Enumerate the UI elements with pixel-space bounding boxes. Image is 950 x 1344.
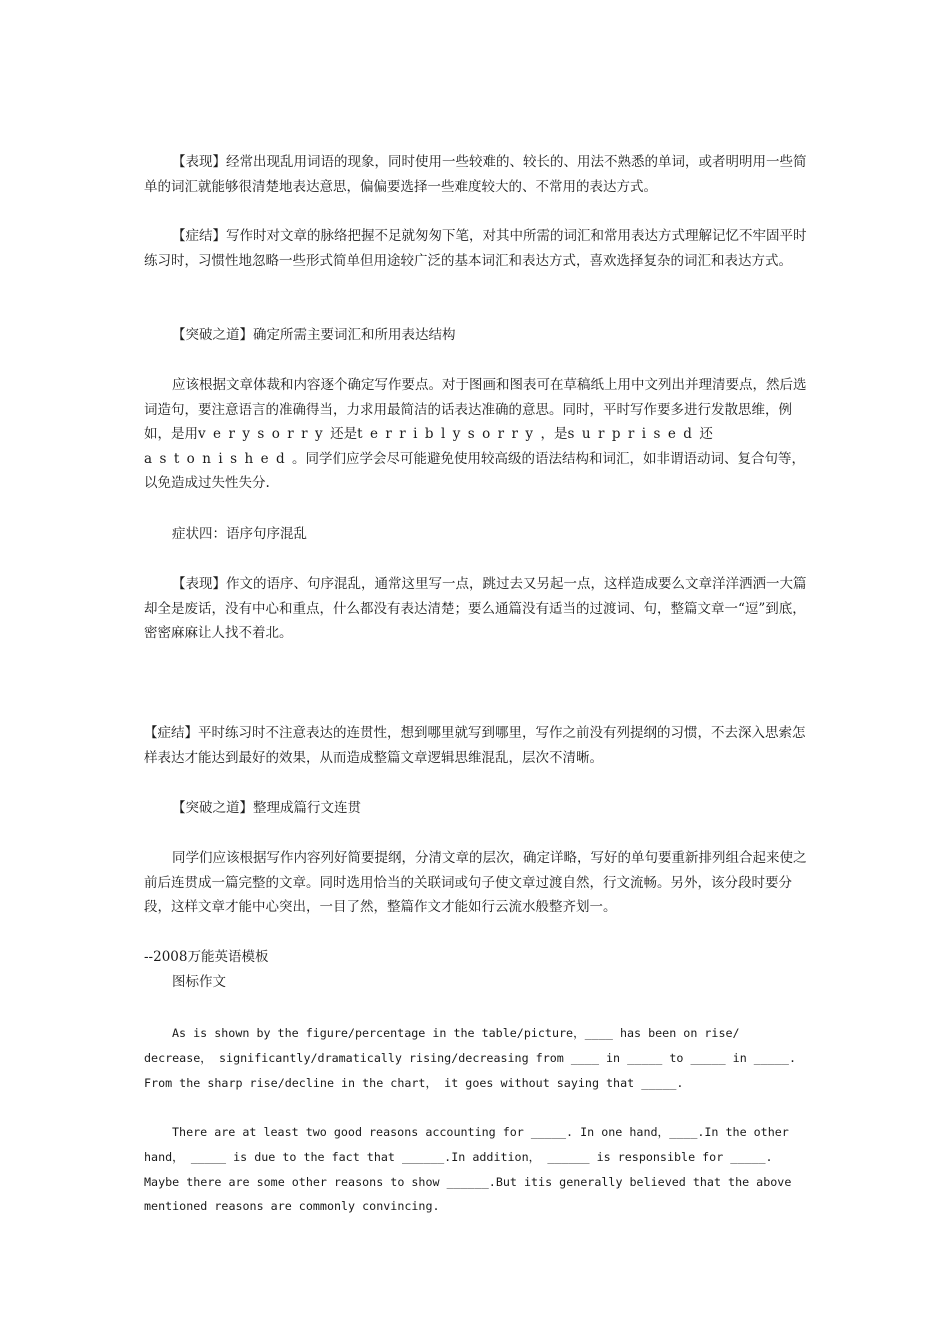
heading-symptom-four: 症状四：语序句序混乱 [172, 526, 307, 542]
heading-breakthrough-2: 【突破之道】整理成篇行文连贯 [172, 800, 361, 816]
english-template-paragraph-1: As is shown by the figure/percentage in the table/picture，____ has been on rise/ decrease， significantly/dramatically rising/decreasing from ____ in _____ to _____ in _____. From the sharp rise/decline in the chart， it goes without saying that _____. [144, 1026, 804, 1090]
paragraph-expression-1: 【表现】经常出现乱用词语的现象，同时使用一些较难的、较长的、用法不熟悉的单词，或者明明用一些简单的词汇就能够很清楚地表达意思，偏偏要选择一些难度较大的、不常用的表达方式。 [144, 154, 807, 195]
paragraph-method-1 [144, 373, 808, 496]
heading-breakthrough-1: 【突破之道】确定所需主要词汇和所用表达结构 [172, 327, 456, 343]
example-word-surprised: surprised [567, 426, 700, 442]
heading-chart-essay: 图标作文 [172, 974, 226, 990]
example-word-terribly-sorry: terriblysorry [357, 426, 541, 442]
english-template-paragraph-2: There are at least two good reasons accounting for _____. In one hand，____.In the other hand， _____ is due to the fact that ______.In addition， ______ is responsible for _____. Maybe there are some other reasons to show ______.But itis generally believed that the above mentioned reasons are commonly convincing. [144, 1125, 799, 1214]
example-word-astonished: astonished [144, 450, 293, 467]
heading-template-title: --2008万能英语模板 [144, 949, 269, 965]
method-text-a: 应该根据文章体裁和内容逐个确定写作要点。对于图画和图表可在草稿纸上用中文列出并理清要点，然后选词造句，要注意语言的准确得当，力求用最简洁的话表达准确的意思。同时，平时写作要多进行发散思维，例如，是用 [144, 377, 807, 442]
method-text-d: 还 [699, 426, 713, 442]
example-word-very-sorry: verysorry [198, 426, 331, 442]
paragraph-cause-2: 【症结】平时练习时不注意表达的连贯性，想到哪里就写到哪里，写作之前没有列提纲的习惯，不去深入思索怎样表达才能达到最好的效果，从而造成整篇文章逻辑思维混乱，层次不清晰。 [144, 725, 806, 766]
paragraph-method-2: 同学们应该根据写作内容列好简要提纲，分清文章的层次，确定详略，写好的单句要重新排列组合起来使之前后连贯成一篇完整的文章。同时选用恰当的关联词或句子使文章过渡自然，行文流畅。另外，该分段时要分段，这样文章才能中心突出，一目了然，整篇作文才能如行云流水般整齐划一。 [144, 850, 807, 915]
method-text-b: 还是 [330, 426, 358, 442]
paragraph-cause-1: 【症结】写作时对文章的脉络把握不足就匆匆下笔，对其中所需的词汇和常用表达方式理解记忆不牢固平时练习时，习惯性地忽略一些形式简单但用途较广泛的基本词汇和表达方式，喜欢选择复杂的词汇和表达方式。 [144, 228, 807, 269]
method-text-e: 。同学们应学会尽可能避免使用较高级的语法结构和词汇，如非谓语动词、复合句等，以免造成过失性失分. [144, 450, 806, 491]
paragraph-expression-2: 【表现】作文的语序、句序混乱，通常这里写一点，跳过去又另起一点，这样造成要么文章洋洋洒洒一大篇却全是废话，没有中心和重点，什么都没有表达清楚；要么通篇没有适当的过渡词、句，整篇文章一“逗”到底，密密麻麻让人找不着北。 [144, 576, 807, 641]
method-text-c: ，是 [540, 426, 568, 442]
